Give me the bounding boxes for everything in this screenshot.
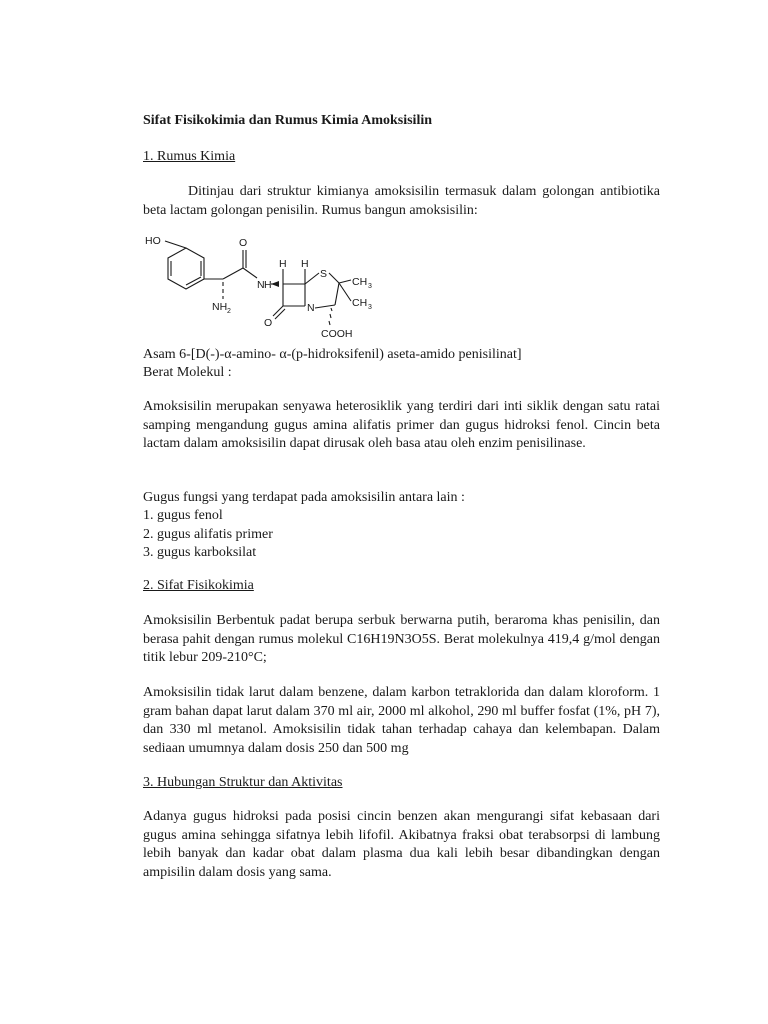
label-nh2-sub: 2 [227, 308, 231, 315]
structure-activity-paragraph: Adanya gugus hidroksi pada posisi cincin benzen akan mengurangi sifat kebasaan dari gugus amina sehingga sifatnya lebih lifofil. Akibatnya fraksi obat terabsorpsi di lambung lebih banyak dan kadar obat dalam plasma dua kali lebih besar dibandingkan dengan ampisilin dalam dosis yang sama. [143, 809, 660, 880]
label-sulfur: S [320, 268, 328, 280]
intro-paragraph: Ditinjau dari struktur kimianya amoksisilin termasuk dalam golongan antibiotika beta lactam golongan penisilin. Rumus bangun amoksisilin: [143, 184, 660, 218]
physicochemical-paragraph-1: Amoksisilin Berbentuk padat berupa serbuk berwarna putih, beraroma khas penisilin, dan berasa pahit dengan rumus molekul C16H19N3O5S. Berat molekulnya 419,4 g/mol dengan titik lebur 209-210°C; [143, 613, 660, 665]
document-title: Sifat Fisikokimia dan Rumus Kimia Amoksisilin [143, 113, 433, 128]
functional-groups-intro: Gugus fungsi yang terdapat pada amoksisilin antara lain : [143, 490, 465, 505]
iupac-name: Asam 6-[D(-)-α-amino- α-(p-hidroksifenil) aseta-amido penisilinat] [143, 347, 522, 362]
label-amide-o: O [239, 237, 248, 249]
label-amide-n: N [257, 279, 265, 291]
label-nh2: NH [212, 301, 228, 313]
list-item: 1. gugus fenol [143, 508, 223, 523]
label-lactam-o: O [264, 317, 273, 329]
label-ring-n: N [307, 302, 315, 314]
label-h-1: H [279, 258, 287, 270]
section-heading-sifat-fisikokimia: 2. Sifat Fisikokimia [143, 578, 254, 593]
section-heading-hubungan-struktur: 3. Hubungan Struktur dan Aktivitas [143, 775, 343, 790]
label-ho: HO [145, 235, 161, 247]
label-ch3-2-sub: 3 [368, 304, 372, 311]
amoxicillin-structure-diagram [143, 228, 383, 340]
list-item: 3. gugus karboksilat [143, 545, 257, 560]
label-amide-h: H [264, 279, 272, 291]
section-heading-rumus-kimia: 1. Rumus Kimia [143, 149, 236, 164]
label-ch3-2: CH [352, 297, 368, 309]
description-paragraph: Amoksisilin merupakan senyawa heterosiklik yang terdiri dari inti siklik dengan satu ratai samping mengandung gugus amina alifatis primer dan gugus hidroksi fenol. Cincin beta lactam dalam amoksisilin dapat dirusak oleh basa atau oleh enzim penisilinase. [143, 399, 660, 451]
molecular-weight-label: Berat Molekul : [143, 365, 232, 380]
label-ch3-1: CH [352, 276, 368, 288]
list-item: 2. gugus alifatis primer [143, 526, 273, 542]
functional-groups-list [143, 507, 660, 563]
label-h-2: H [301, 258, 309, 270]
label-ch3-1-sub: 3 [368, 283, 372, 290]
label-cooh: COOH [321, 328, 353, 340]
physicochemical-paragraph-2: Amoksisilin tidak larut dalam benzene, dalam karbon tetraklorida dan dalam kloroform. 1 gram bahan dapat larut dalam 370 ml air, 2000 ml alkohol, 290 ml buffer fosfat (1%, pH 7), dan 330 ml metanol. Amoksisilin tidak tahan terhadap cahaya dan kelembapan. Dalam sediaan umumnya dalam dosis 250 dan 500 mg [143, 685, 660, 756]
